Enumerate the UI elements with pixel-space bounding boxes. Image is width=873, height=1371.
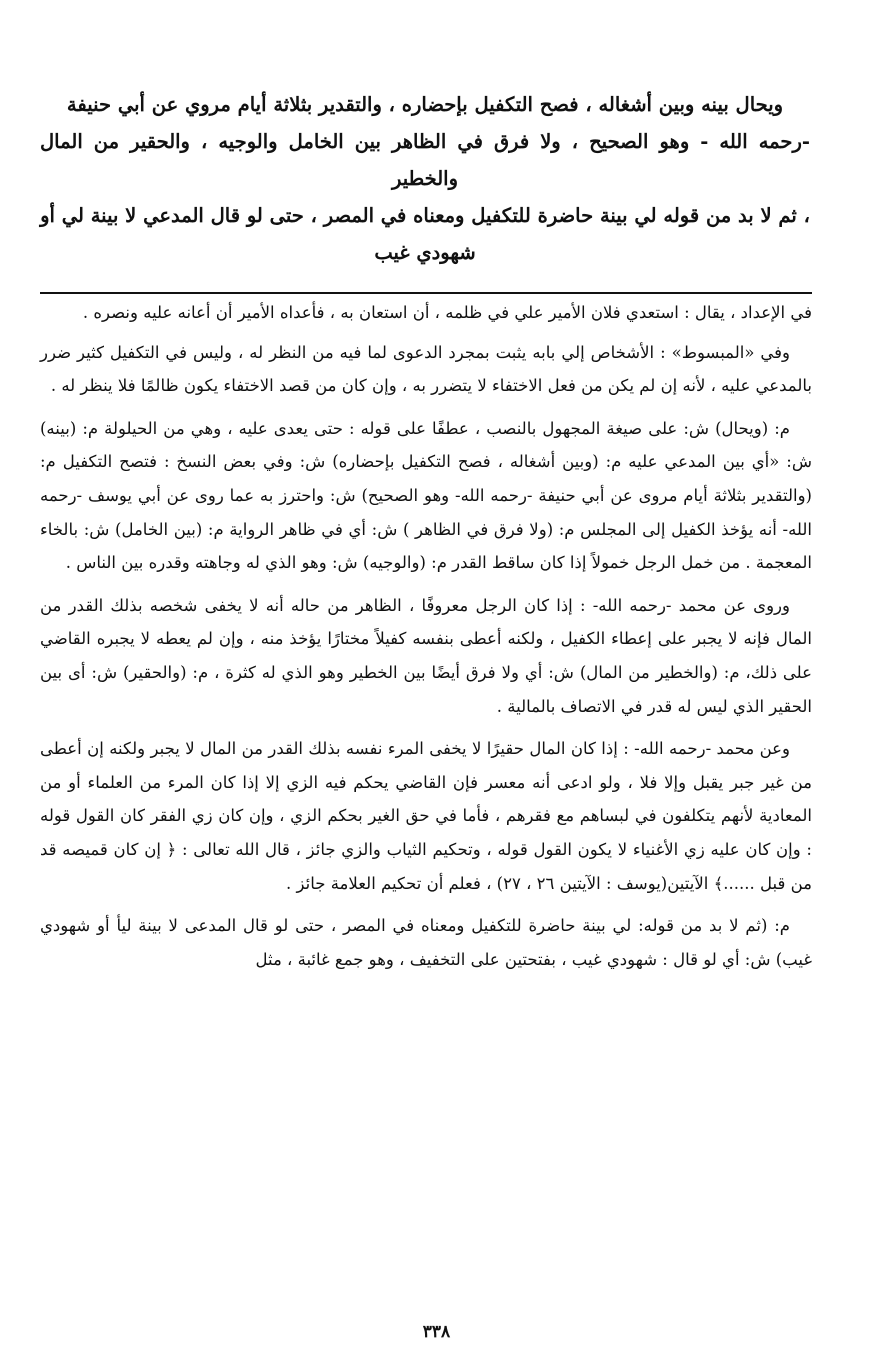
- main-text-block: [40, 86, 810, 271]
- main-text-line: -رحمه الله - وهو الصحيح ، ولا فرق في الظاهر بين الخامل والوجيه ، والحقير من المال والخطير: [40, 130, 810, 190]
- commentary-paragraph: م: (ويحال) ش: على صيغة المجهول بالنصب ، عطفًا على قوله : حتى يعدى عليه ، وهي من الحيلولة م: (بينه) ش: «أي بين المدعي عليه م: (وبين أشغاله ، فصح التكفيل بإحضاره) ش: وفي بعض النسخ : فتصح التكفيل م: (والتقدير بثلاثة أيام مروى عن أبي حنيفة -رحمه الله- وهو الصحيح) ش: واحترز به عما روى عن أبي يوسف -رحمه الله- أنه يؤخذ الكفيل إلى المجلس م: (ولا فرق في الظاهر ) ش: أي في ظاهر الرواية م: (بين الخامل) ش: بالخاء المعجمة . من خمل الرجل خمولاً إذا كان ساقط القدر م: (والوجيه) ش: وهو الذي له وجاهته وقدره بين الناس .: [40, 418, 812, 573]
- main-text-line: ، ثم لا بد من قوله لي بينة حاضرة للتكفيل ومعناه في المصر ، حتى لو قال المدعي لا بينة لي أو: [40, 204, 810, 227]
- commentary-paragraph: وعن محمد -رحمه الله- : إذا كان المال حقيرًا لا يخفى المرء نفسه بذلك القدر من المال لا يجبر ولكنه إن أعطى من غير جبر يقبل وإلا فلا ، ولو ادعى أنه معسر فإن القاضي يحكم فيه الزي إلا إذا كان المرء من العلماء أو من المعادية لأنهم يتكلفون في لبساهم مع فقرهم ، فأما في حق الغير بحكم الزي ، وإن كان زي الفقر كان القول قوله : وإن كان عليه زي الأغنياء لا يكون القول قوله ، وتحكيم الثياب والزي جائز ، قال الله تعالى : ﴿ إن كان قميصه قد من قبل ......﴾ الآيتين(يوسف : الآيتين ٢٦ ، ٢٧) ، فعلم أن تحكيم العلامة جائز .: [40, 739, 812, 893]
- main-text-line: شهودي غيب: [374, 241, 476, 264]
- main-text-line: ويحال بينه وبين أشغاله ، فصح التكفيل بإحضاره ، والتقدير بثلاثة أيام مروي عن أبي حنيفة: [66, 93, 784, 116]
- commentary-block: [40, 296, 812, 985]
- page-number: ٣٣٨: [422, 1322, 451, 1342]
- commentary-paragraph: وروى عن محمد -رحمه الله- : إذا كان الرجل معروفًا ، الظاهر من حاله أنه لا يخفى شخصه بذلك القدر من المال فإنه لا يجبر على إعطاء الكفيل ، ولكنه أعطى بنفسه كفيلاً مختارًا يؤخذ منه ، وإن لم يعطه لا يجبره القاضي على ذلك، م: (والخطير من المال) ش: أي ولا فرق أيضًا بين الخطير وهو الذي له كثرة ، م: (والحقير) ش: أى بين الحقير الذي ليس له قدر في الاتصاف بالمالية .: [40, 595, 812, 716]
- commentary-paragraph: وفي «المبسوط» : الأشخاص إلي بابه يثبت بمجرد الدعوى لما فيه من النظر له ، وليس في التكفيل كثير ضرر بالمدعي عليه ، لأنه إن لم يكن من فعل الاختفاء لا يتضرر به ، وإن كان من قصد الاختفاء يكون ظالمًا فلا ينظر له .: [40, 342, 812, 396]
- commentary-paragraph: في الإعداد ، يقال : استعدي فلان الأمير علي في ظلمه ، أن استعان به ، فأعداه الأمير أن أعانه عليه ونصره .: [82, 303, 812, 322]
- commentary-paragraph: م: (ثم لا بد من قوله: لي بينة حاضرة للتكفيل ومعناه في المصر ، حتى لو قال المدعى لا بينة ليأ أو شهودي غيب) ش: أي لو قال : شهودي غيب ، بفتحتين على التخفيف ، وهو جمع غائبة ، مثل: [40, 916, 812, 969]
- separator-rule: [40, 292, 812, 294]
